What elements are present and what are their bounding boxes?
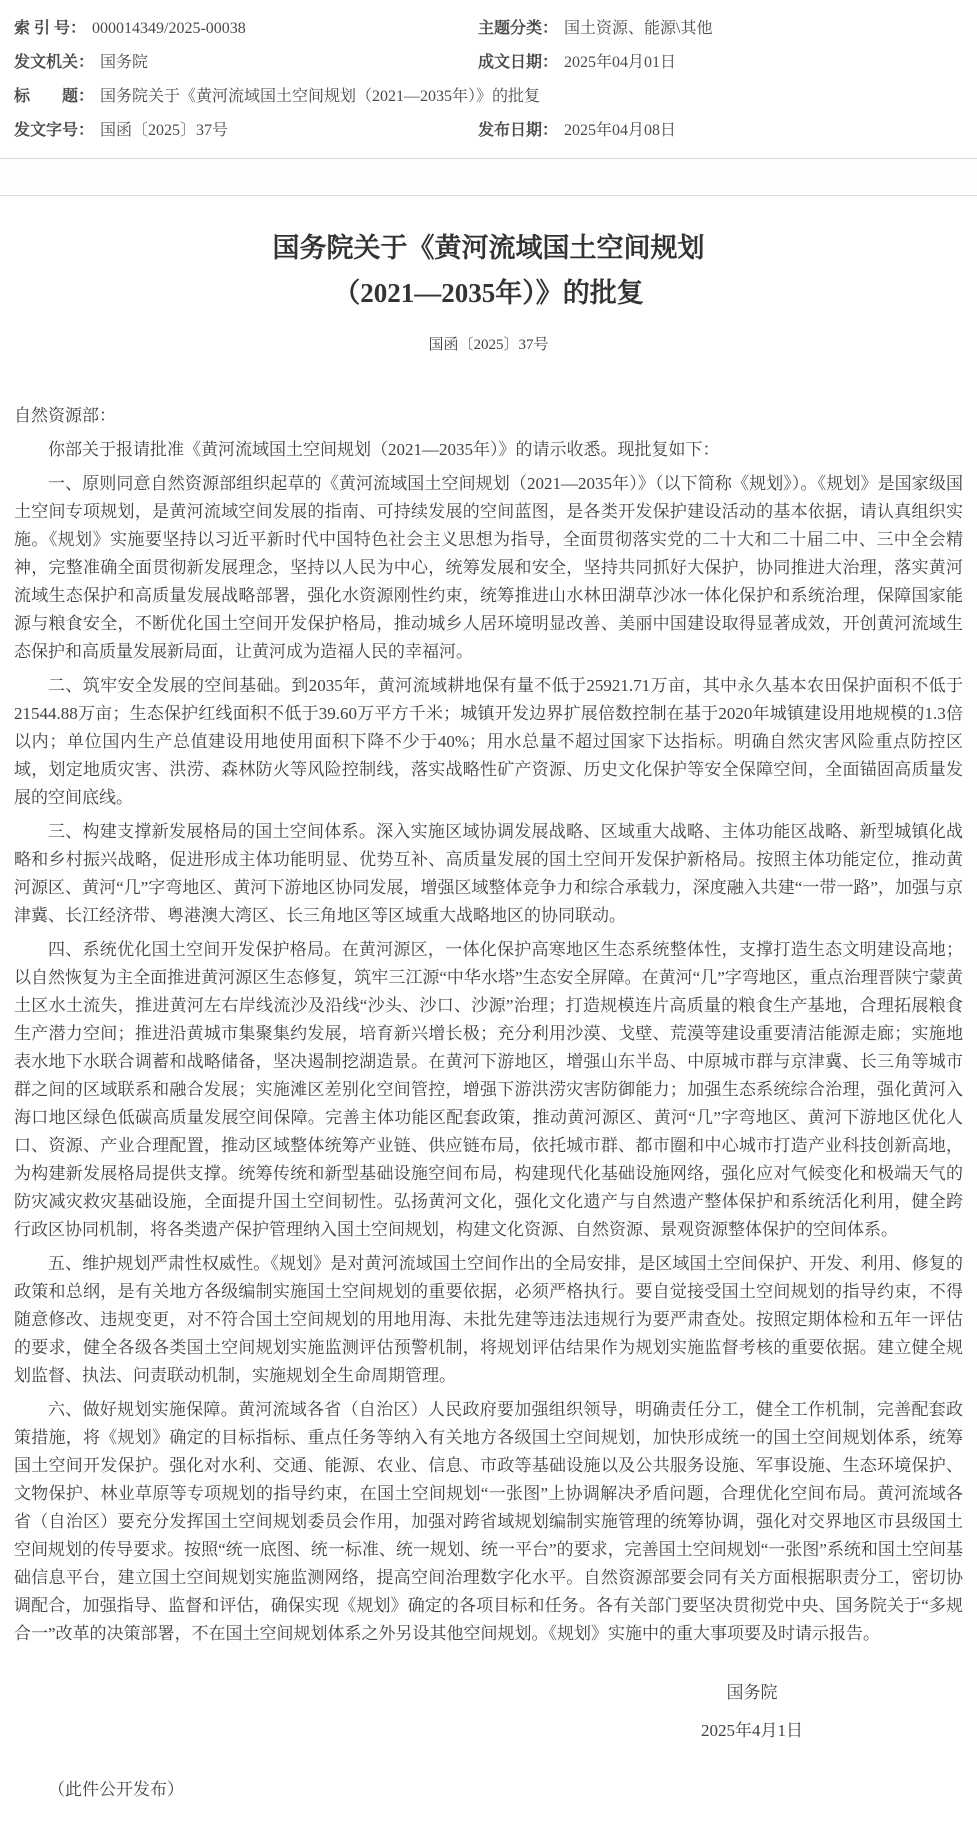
meta-label-doc-no: 发文字号： bbox=[14, 122, 95, 139]
publish-note: （此件公开发布） bbox=[48, 1780, 184, 1800]
meta-row bbox=[14, 114, 963, 148]
meta-value-written-date: 2025年04月01日 bbox=[564, 54, 677, 71]
body-paragraph: 六、做好规划实施保障。黄河流域各省（自治区）人民政府要加强组织领导，明确责任分工，健全工作机制，完善配套政策措施，将《规划》确定的目标指标、重点任务等纳入有关地方各级国土空间规划，加快形成统一的国土空间规划体系，统筹国土空间开发保护。强化对水利、交通、能源、农业、信息、市政等基础设施以及公共服务设施、军事设施、生态环境保护、文物保护、林业草原等专项规划的指导约束，在国土空间规划“一张图”上协调解决矛盾问题，合理优化空间布局。黄河流域各省（自治区）要充分发挥国土空间规划委员会作用，加强对跨省域规划编制实施管理的统筹协调，强化对交界地区市县级国土空间规划的传导要求。按照“统一底图、统一标准、统一规划、统一平台”的要求，完善国土空间规划“一张图”系统和国土空间基础信息平台，建立国土空间规划实施监测网络，提高空间治理数字化水平。自然资源部要会同有关方面根据职责分工，密切协调配合，加强指导、监督和评估，确保实现《规划》确定的各项目标和任务。各有关部门要坚决贯彻党中央、国务院关于“多规合一”改革的决策部署，不在国土空间规划体系之外另设其他空间规划。《规划》实施中的重大事项要及时请示报告。 bbox=[14, 1400, 963, 1644]
meta-field-issuer bbox=[14, 46, 478, 80]
meta-label-written-date: 成文日期： bbox=[478, 54, 559, 71]
document-title-line1: 国务院关于《黄河流域国土空间规划 bbox=[272, 233, 705, 263]
body-paragraph: 自然资源部： bbox=[14, 406, 116, 426]
meta-value-publish-date: 2025年04月08日 bbox=[564, 122, 677, 139]
document-body bbox=[0, 402, 977, 1648]
body-paragraph: 二、筑牢安全发展的空间基础。到2035年，黄河流域耕地保有量不低于25921.71万亩，其中永久基本农田保护面积不低于21544.88万亩；生态保护红线面积不低于39.60万平方千米；城镇开发边界扩展倍数控制在基于2020年城镇建设用地规模的1.3倍以内；单位国内生产总值建设用地使用面积下降不少于40%；用水总量不超过国家下达指标。明确自然灾害风险重点防控区域，划定地质灾害、洪涝、森林防火等风险控制线，落实战略性矿产资源、历史文化保护等安全保障空间，全面锚固高质量发展的空间底线。 bbox=[14, 676, 963, 808]
meta-label-title: 标 题： bbox=[14, 88, 95, 105]
meta-label-topic: 主题分类： bbox=[478, 20, 559, 37]
meta-field-publish-date bbox=[478, 114, 963, 148]
document-title bbox=[0, 226, 977, 316]
meta-field-topic bbox=[478, 12, 963, 46]
body-paragraph: 四、系统优化国土空间开发保护格局。在黄河源区，一体化保护高寒地区生态系统整体性，支撑打造生态文明建设高地；以自然恢复为主全面推进黄河源区生态修复，筑牢三江源“中华水塔”生态安全屏障。在黄河“几”字弯地区，重点治理晋陕宁蒙黄土区水土流失，推进黄河左右岸线流沙及沿线“沙头、沙口、沙源”治理；打造规模连片高质量的粮食生产基地，合理拓展粮食生产潜力空间；推进沿黄城市集聚集约发展，培育新兴增长极；充分利用沙漠、戈壁、荒漠等建设重要清洁能源走廊；实施地表水地下水联合调蓄和战略储备，坚决遏制挖湖造景。在黄河下游地区，增强山东半岛、中原城市群与京津冀、长三角等城市群之间的区域联系和融合发展；实施滩区差别化空间管控，增强下游洪涝灾害防御能力；加强生态系统综合治理，强化黄河入海口地区绿色低碳高质量发展空间保障。完善主体功能区配套政策，推动黄河源区、黄河“几”字弯地区、黄河下游地区优化人口、资源、产业合理配置，推动区域整体统筹产业链、供应链布局，依托城市群、都市圈和中心城市打造产业科技创新高地，为构建新发展格局提供支撑。统筹传统和新型基础设施空间布局，构建现代化基础设施网络，强化应对气候变化和极端天气的防灾减灾救灾基础设施，全面提升国土空间韧性。弘扬黄河文化，强化文化遗产与自然遗产整体保护和系统活化利用，健全跨行政区协同机制，将各类遗产保护管理纳入国土空间规划，构建文化资源、自然资源、景观资源整体保护的空间体系。 bbox=[14, 940, 963, 1240]
toolbar-band bbox=[0, 158, 977, 196]
signature-date: 2025年4月1日 bbox=[701, 1721, 803, 1741]
meta-label-index: 索 引 号： bbox=[14, 20, 87, 37]
meta-field-title bbox=[14, 80, 963, 114]
metadata-panel bbox=[0, 0, 977, 148]
document-number: 国函〔2025〕37号 bbox=[428, 337, 549, 354]
meta-value-topic: 国土资源、能源\其他 bbox=[564, 20, 713, 37]
meta-row bbox=[14, 46, 963, 80]
body-paragraph: 五、维护规划严肃性权威性。《规划》是对黄河流域国土空间作出的全局安排，是区域国土空间保护、开发、利用、修复的政策和总纲，是有关地方各级编制实施国土空间规划的重要依据，必须严格执行。要自觉接受国土空间规划的指导约束，不得随意修改、违规变更，对不符合国土空间规划的用地用海、未批先建等违法违规行为要严肃查处。按照定期体检和五年一评估的要求，健全各级各类国土空间规划实施监测评估预警机制，将规划评估结果作为规划实施监督考核的重要依据。建立健全规划监督、执法、问责联动机制，实施规划全生命周期管理。 bbox=[14, 1254, 963, 1386]
signature-org: 国务院 bbox=[726, 1683, 778, 1703]
meta-field-written-date bbox=[478, 46, 963, 80]
signature-block bbox=[602, 1674, 902, 1750]
document-title-line2: （2021—2035年）》的批复 bbox=[333, 278, 644, 308]
meta-field-doc-no bbox=[14, 114, 478, 148]
meta-row bbox=[14, 12, 963, 46]
meta-label-publish-date: 发布日期： bbox=[478, 122, 559, 139]
meta-row bbox=[14, 80, 963, 114]
body-paragraph: 一、原则同意自然资源部组织起草的《黄河流域国土空间规划（2021—2035年）》（以下简称《规划》）。《规划》是国家级国土空间专项规划，是黄河流域空间发展的指南、可持续发展的空间蓝图，是各类开发保护建设活动的基本依据，请认真组织实施。《规划》实施要坚持以习近平新时代中国特色社会主义思想为指导，全面贯彻落实党的二十大和二十届二中、三中全会精神，完整准确全面贯彻新发展理念，坚持以人民为中心，统筹发展和安全，坚持共同抓好大保护，协同推进大治理，落实黄河流域生态保护和高质量发展战略部署，强化水资源刚性约束，统筹推进山水林田湖草沙冰一体化保护和系统治理，保障国家能源与粮食安全，不断优化国土空间开发保护格局，推动城乡人居环境明显改善、美丽中国建设取得显著成效，开创黄河流域生态保护和高质量发展新局面，让黄河成为造福人民的幸福河。 bbox=[14, 474, 963, 662]
meta-label-issuer: 发文机关： bbox=[14, 54, 95, 71]
body-paragraph: 你部关于报请批准《黄河流域国土空间规划（2021—2035年）》的请示收悉。现批复如下： bbox=[48, 440, 720, 460]
body-paragraph: 三、构建支撑新发展格局的国土空间体系。深入实施区域协调发展战略、区域重大战略、主体功能区战略、新型城镇化战略和乡村振兴战略，促进形成主体功能明显、优势互补、高质量发展的国土空间开发保护新格局。按照主体功能定位，推动黄河源区、黄河“几”字弯地区、黄河下游地区协同发展，增强区域整体竞争力和综合承载力，深度融入共建“一带一路”，加强与京津冀、长江经济带、粤港澳大湾区、长三角地区等区域重大战略地区的协同联动。 bbox=[14, 822, 963, 926]
meta-value-title: 国务院关于《黄河流域国土空间规划（2021—2035年）》的批复 bbox=[100, 88, 541, 105]
meta-value-index: 000014349/2025-00038 bbox=[92, 20, 246, 37]
meta-value-issuer: 国务院 bbox=[100, 54, 149, 71]
meta-value-doc-no: 国函〔2025〕37号 bbox=[100, 122, 229, 139]
meta-field-index bbox=[14, 12, 478, 46]
